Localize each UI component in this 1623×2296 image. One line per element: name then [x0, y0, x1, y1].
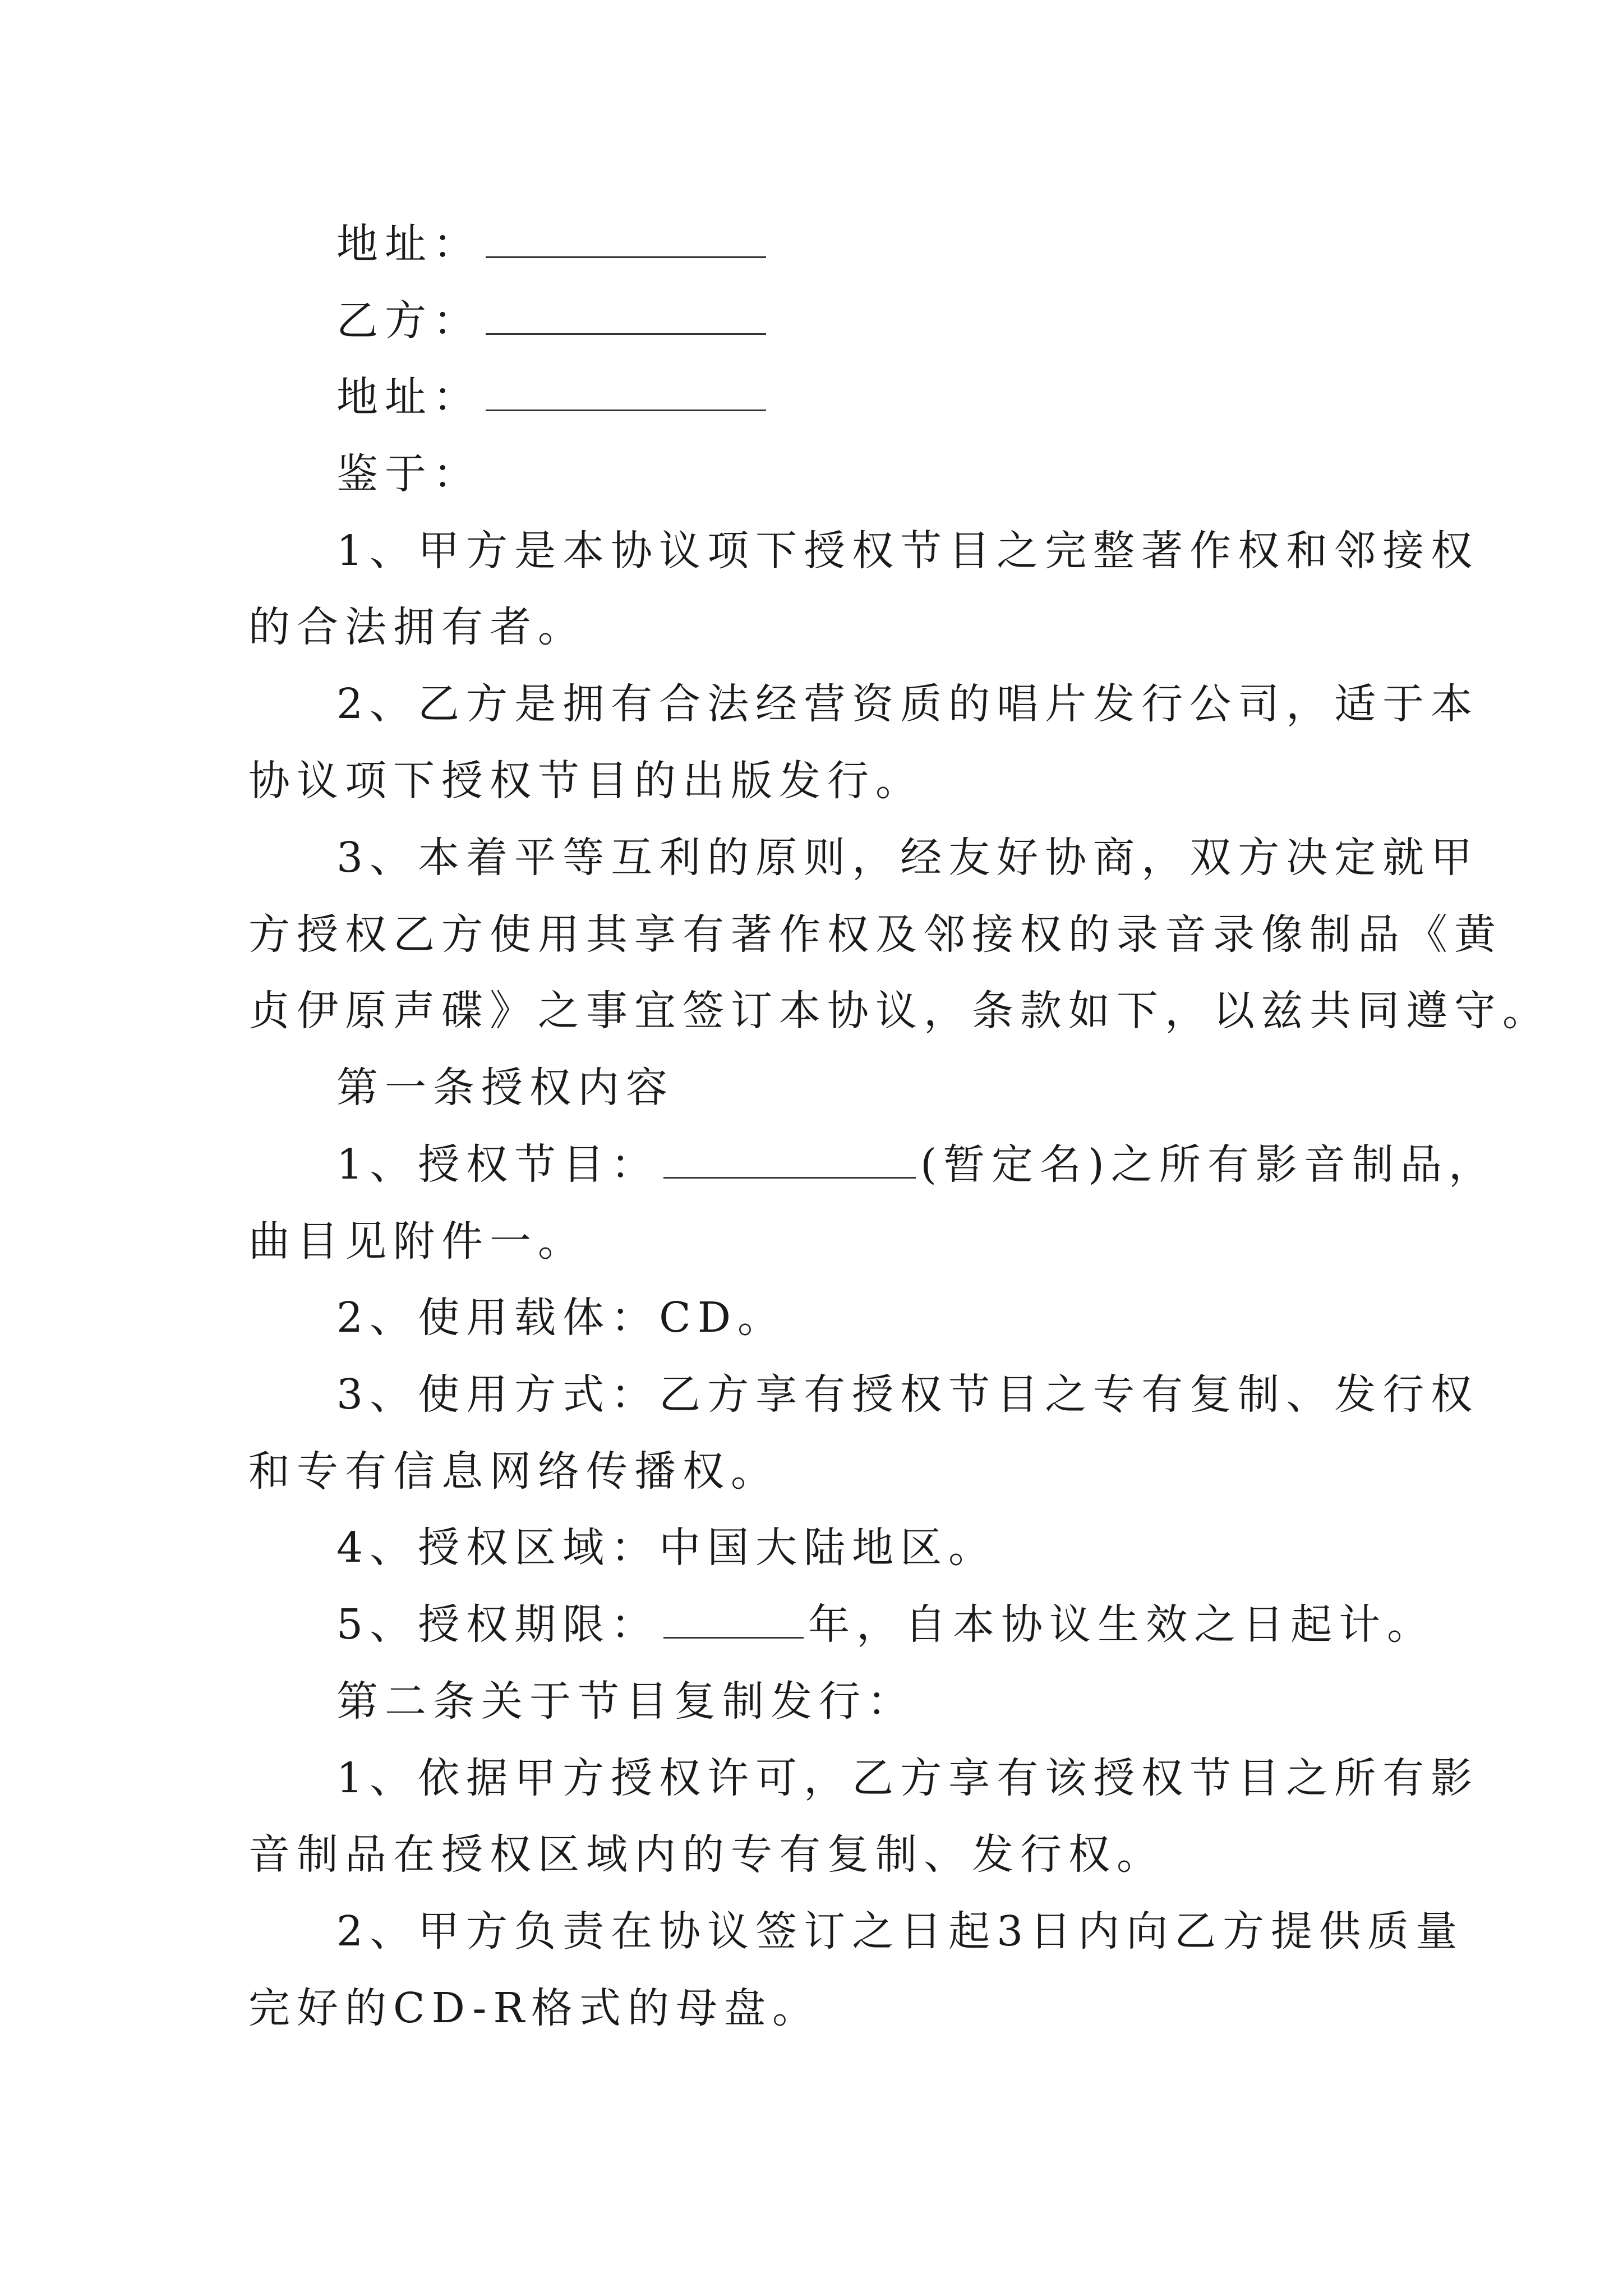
address-blank [486, 222, 766, 258]
whereas-1-line-1: 1、甲方是本协议项下授权节目之完整著作权和邻接权 [336, 527, 1479, 575]
program-name-blank [663, 1142, 916, 1179]
article-1-item-5 [336, 1596, 1435, 1653]
term-years-blank [663, 1602, 804, 1639]
address-line-b [336, 369, 771, 425]
article-1-item-1-line-1 [336, 1137, 1497, 1193]
article-1-item-2: 2、使用载体：CD。 [336, 1294, 786, 1342]
article-1-item-3-line-2: 和专有信息网络传播权。 [248, 1447, 779, 1496]
article-2-item-2-line-2: 完好的CD-R格式的母盘。 [248, 1984, 821, 2032]
whereas-2-line-1: 2、乙方是拥有合法经营资质的唱片发行公司，适于本 [336, 680, 1479, 728]
article-2-item-1-line-1: 1、依据甲方授权许可，乙方享有该授权节目之所有影 [336, 1754, 1479, 1802]
party-b-line [336, 293, 771, 349]
whereas-3-line-2: 方授权乙方使用其享有著作权及邻接权的录音录像制品《黄 [248, 910, 1502, 959]
article-1-item-4: 4、授权区域：中国大陆地区。 [336, 1524, 997, 1572]
address-label: 地址： [336, 220, 481, 268]
item-5-suffix: 年，自本协议生效之日起计。 [808, 1600, 1436, 1649]
item-1-prefix: 1、授权节目： [336, 1140, 660, 1189]
article-1-title: 第一条授权内容 [336, 1064, 674, 1112]
article-1-item-1-line-2: 曲目见附件一。 [248, 1217, 586, 1266]
whereas-3-line-3: 贞伊原声碟》之事宜签订本协议，条款如下，以兹共同遵守。 [248, 987, 1551, 1035]
item-5-prefix: 5、授权期限： [336, 1600, 660, 1649]
party-b-label: 乙方： [336, 297, 481, 345]
whereas-1-line-2: 的合法拥有者。 [248, 603, 586, 651]
article-2-item-2-line-1: 2、甲方负责在协议签订之日起3日内向乙方提供质量 [336, 1907, 1464, 1955]
item-1-suffix: (暂定名)之所有影音制品， [920, 1140, 1497, 1189]
address-line-a [336, 216, 771, 272]
address-label: 地址： [336, 373, 481, 421]
whereas-2-line-2: 协议项下授权节目的出版发行。 [248, 757, 924, 805]
article-2-item-1-line-2: 音制品在授权区域内的专有复制、发行权。 [248, 1830, 1165, 1879]
whereas-3-line-1: 3、本着平等互利的原则，经友好协商，双方决定就甲 [336, 834, 1479, 882]
whereas-heading: 鉴于： [336, 450, 481, 498]
article-1-item-3-line-1: 3、使用方式：乙方享有授权节目之专有复制、发行权 [336, 1370, 1479, 1419]
party-b-blank [486, 298, 766, 335]
address-blank [486, 375, 766, 411]
article-2-title: 第二条关于节目复制发行： [336, 1677, 915, 1726]
